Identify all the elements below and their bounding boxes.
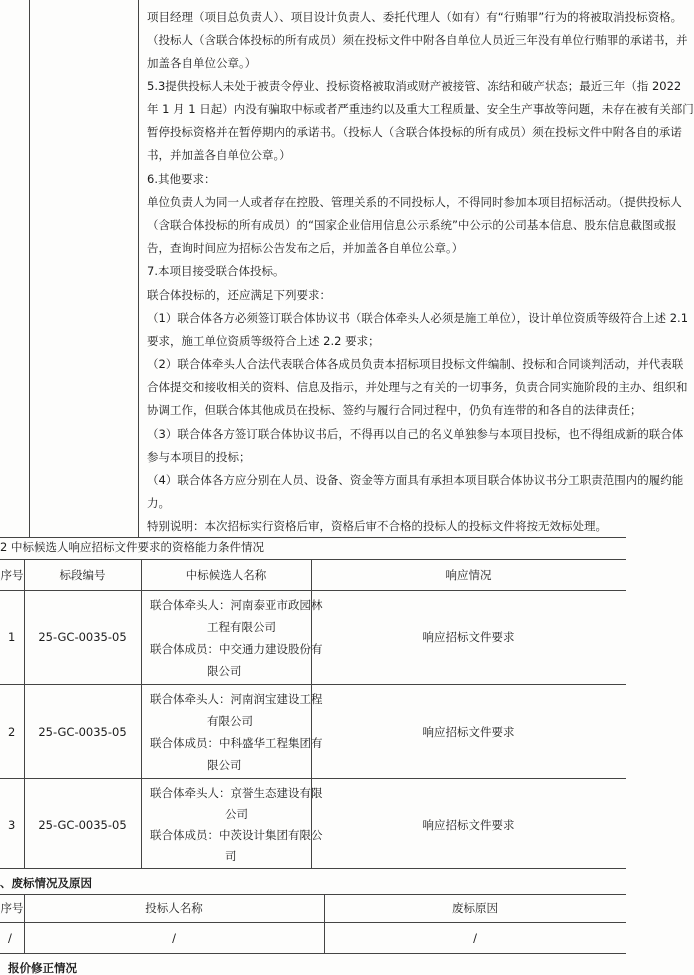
text-line: 联合体投标的，还应满足下列要求：	[147, 288, 331, 302]
header-response: 响应情况	[445, 568, 492, 582]
candidate-name-line: 联合体成员：中茨设计集团有限公	[150, 828, 323, 842]
text-line: （4）联合体各方应分别在人员、设备、资金等方面具有承担本项目联合体协议书分工职责范围内的履约能	[147, 473, 684, 487]
text-line: （3）联合体各方签订联合体协议书后，不得再以自己的名义单独参与本项目投标，也不得组成新的联合体	[147, 427, 684, 441]
row-code: 25-GC-0035-05	[38, 630, 127, 644]
text-line: 合体提交和接收相关的资料、信息及指示，并处理与之有关的一切事务，负责合同实施阶段的主办、组织和	[147, 380, 688, 394]
text-line: 书，并加盖各自单位公章。）	[147, 148, 291, 162]
text-line: 特别说明：本次招标实行资格后审，资格后审不合格的投标人的投标文件将按无效标处理。	[147, 519, 607, 533]
text-line: 加盖各自单位公章。）	[147, 56, 257, 70]
row-response: 响应招标文件要求	[422, 725, 515, 739]
candidate-name-line: 工程有限公司	[207, 620, 276, 634]
text-line: 5.3提供投标人未处于被责令停业、投标资格被取消或财产被接管、冻结和破产状态；最近三年（指 2022	[147, 79, 682, 93]
candidate-name-line: 联合体牵头人：河南润宝建设工程	[150, 692, 323, 706]
table-row-divider	[0, 778, 626, 779]
row-response: 响应招标文件要求	[422, 818, 515, 832]
candidate-name-line: 限公司	[207, 664, 242, 678]
table-bottom-border	[0, 953, 626, 954]
row-no: 3	[8, 818, 16, 832]
candidate-name-line: 联合体牵头人：京誉生态建设有限	[150, 786, 323, 800]
row-code: 25-GC-0035-05	[38, 818, 127, 832]
text-line: 单位负责人为同一人或者存在控股、管理关系的不同投标人，不得同时参加本项目招标活动。（提供投标人	[147, 195, 682, 209]
text-line: 协调工作，但联合体其他成员在投标、签约与履行合同过程中，仍负有连带的和各自的法律责任；	[147, 403, 642, 417]
header-code: 标段编号	[59, 568, 106, 582]
row-no: 2	[8, 725, 16, 739]
section2-title: 2 中标候选人响应招标文件要求的资格能力条件情况	[0, 540, 264, 554]
text-line: 暂停投标资格并在暂停期内的承诺书。（投标人（含联合体投标的所有成员）须在投标文件中附各自的承诺	[147, 125, 682, 139]
candidate-name-line: 司	[225, 849, 237, 863]
text-line: 6.其他要求：	[147, 172, 216, 186]
candidate-name-line: 公司	[225, 807, 248, 821]
table-col-divider	[141, 559, 142, 868]
candidate-name-line: 有限公司	[207, 714, 253, 728]
row-rejection-reason: /	[473, 931, 477, 945]
header-no: 序号	[0, 568, 24, 582]
row-response: 响应招标文件要求	[422, 630, 515, 644]
table-top-border	[0, 559, 626, 560]
header-no: 序号	[0, 901, 24, 915]
frame-divider	[138, 0, 139, 537]
header-rejection-reason: 废标原因	[452, 901, 498, 915]
text-line: 告，查询时间应为招标公告发布之后，并加盖各自单位公章。）	[147, 241, 464, 255]
text-line: （2）联合体牵头人合法代表联合体各成员负责本招标项目投标文件编制、投标和合同谈判活动，并代表联	[147, 357, 684, 371]
row-code: 25-GC-0035-05	[38, 725, 127, 739]
text-line: 项目经理（项目总负责人）、项目设计负责人、委托代理人（如有）有“行贿罪”行为的将被取消投标资格。	[147, 10, 683, 24]
table-bottom-border	[0, 868, 626, 869]
header-bidder-name: 投标人名称	[145, 901, 203, 915]
text-line: （投标人（含联合体投标的所有成员）须在投标文件中附各自单位人员近三年没有单位行贿罪的承诺书，并	[147, 33, 688, 47]
header-candidate: 中标候选人名称	[185, 568, 267, 582]
text-line: （含联合体投标的所有成员）的“国家企业信用信息公示系统”中公示的公司基本信息、股东信息截图或报	[147, 218, 677, 232]
text-line: （1）联合体各方必须签订联合体协议书（联合体牵头人必须是施工单位），设计单位资质等级符合上述 2.1	[147, 311, 689, 325]
row-no: 1	[8, 630, 16, 644]
table-top-border	[0, 894, 626, 895]
section3-title: 、废标情况及原因	[0, 876, 92, 890]
text-line: 力。	[147, 496, 170, 510]
frame-bottom-border	[0, 537, 626, 538]
candidate-name-line: 联合体成员：中交通力建设股份有	[150, 642, 323, 656]
table-row-divider	[0, 684, 626, 685]
candidate-name-line: 联合体牵头人：河南泰亚市政园林	[150, 598, 323, 612]
candidate-name-line: 联合体成员：中科盛华工程集团有	[150, 736, 323, 750]
text-line: 7.本项目接受联合体投标。	[147, 264, 285, 278]
frame-left-border	[29, 0, 30, 537]
table-header-bottom	[0, 590, 626, 591]
row-no: /	[8, 931, 12, 945]
text-line: 要求，施工单位资质等级符合上述 2.2 要求；	[147, 334, 380, 348]
table-header-bottom	[0, 922, 626, 923]
section4-title: 报价修正情况	[8, 961, 77, 975]
candidate-name-line: 限公司	[207, 758, 242, 772]
row-bidder-name: /	[172, 931, 176, 945]
text-line: 年 1 月 1 日起）内没有骗取中标或者严重违约以及重大工程质量、安全生产事故等问题，未存在被有关部门	[147, 102, 694, 116]
text-line: 参与本项目的投标；	[147, 450, 251, 464]
